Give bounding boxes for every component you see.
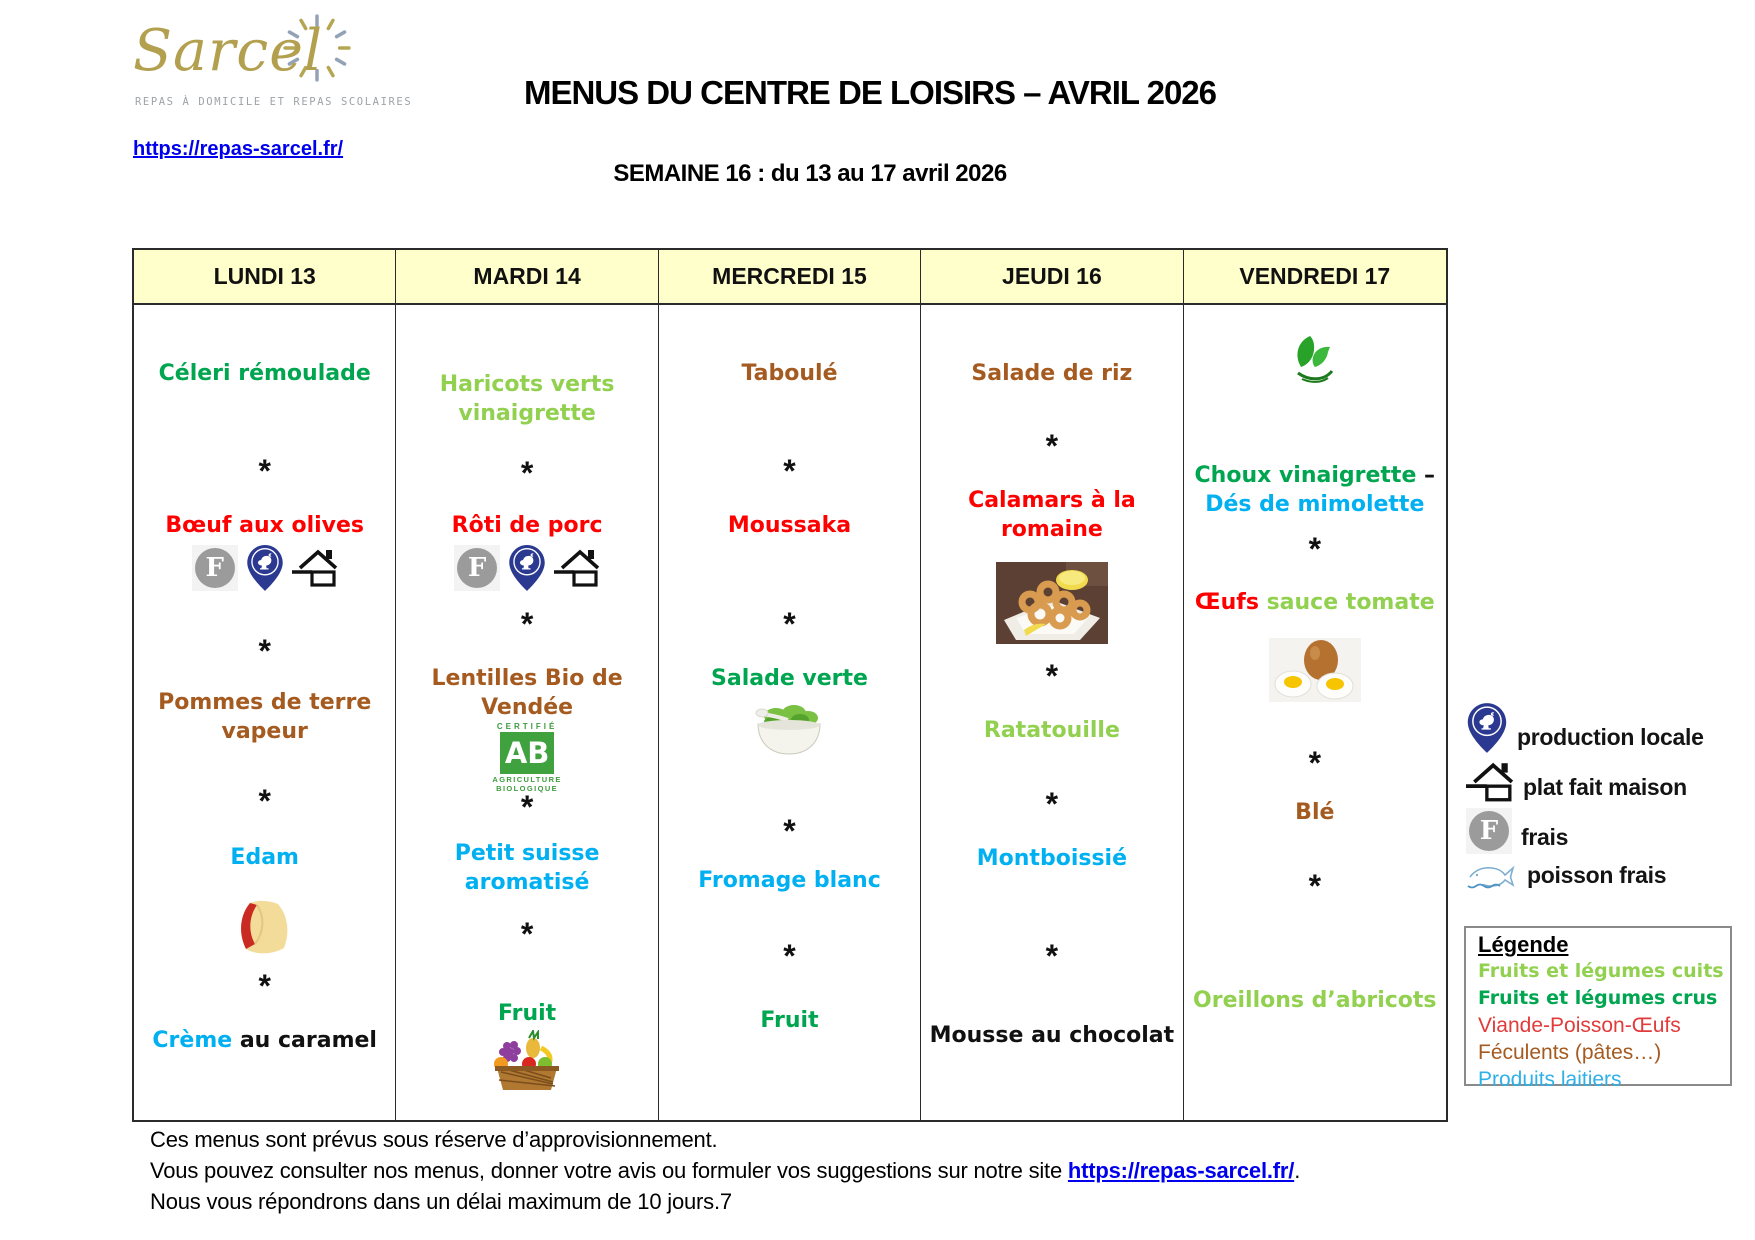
separator-star: *	[258, 633, 271, 669]
menu-item: Taboulé	[741, 361, 838, 386]
separator-star: *	[1045, 938, 1059, 974]
separator-star: *	[1045, 658, 1059, 694]
separator-star: *	[258, 453, 271, 489]
boiled-eggs-image	[1269, 638, 1361, 702]
separator-star: *	[783, 453, 796, 489]
legend-entry: Fruits et légumes cuits	[1478, 960, 1724, 982]
separator-star: *	[1308, 745, 1322, 781]
legend-frais: F frais	[1466, 808, 1568, 854]
fruit-basket-image	[489, 1030, 565, 1094]
menu-column-vendredi	[1184, 305, 1446, 1120]
frais-icon: F	[454, 545, 500, 591]
separator-star: *	[520, 606, 534, 642]
menu-column-lundi	[134, 305, 396, 1120]
menu-column-jeudi	[921, 305, 1183, 1120]
menu-item: Fruit	[760, 1008, 819, 1033]
separator-star: *	[1045, 786, 1059, 822]
menu-column-mercredi	[659, 305, 921, 1120]
agriculture-biologique-logo: CERTIFIÉ AB AGRICULTURE BIOLOGIQUE	[492, 722, 562, 794]
sarcel-logo	[133, 10, 413, 128]
production-locale-icon	[245, 544, 285, 592]
certification-icons	[454, 544, 600, 592]
edam-cheese-image	[226, 895, 304, 963]
separator-star: *	[520, 788, 534, 825]
page-title: MENUS DU CENTRE DE LOISIRS – AVRIL 2026	[523, 74, 1217, 111]
separator-star: *	[1308, 531, 1322, 567]
day-header-jeudi: JEUDI 16	[921, 250, 1183, 305]
legend-entry: Fruits et légumes crus	[1478, 987, 1718, 1009]
separator-star: *	[783, 813, 796, 849]
separator-star: *	[783, 938, 796, 974]
menu-item: Ratatouille	[983, 718, 1120, 743]
menu-item: Petit suisse aromatisé	[454, 840, 600, 895]
legend-entry: Viande-Poisson-Œufs	[1478, 1014, 1681, 1037]
menu-item: Bœuf aux olives	[165, 513, 365, 538]
menu-item: Mousse au chocolat	[929, 1023, 1175, 1048]
production-locale-icon	[507, 544, 547, 592]
menu-item: Salade verte	[711, 666, 868, 691]
footer-line1: Ces menus sont prévus sous réserve d’approvisionnement.	[150, 1127, 718, 1152]
fait-maison-icon	[1466, 760, 1514, 804]
separator-star: *	[258, 968, 271, 1004]
green-salad-image	[750, 700, 828, 760]
menu-item: Lentilles Bio de Vendée	[431, 666, 623, 720]
color-legend-box	[1464, 926, 1732, 1091]
poisson-frais-icon	[1466, 864, 1518, 892]
menu-item: Blé	[1295, 800, 1335, 825]
separator-star: *	[258, 783, 271, 819]
brand-tagline: REPAS À DOMICILE ET REPAS SCOLAIRES	[135, 96, 413, 108]
certification-icons	[192, 544, 338, 592]
legend-fait-maison: plat fait maison	[1466, 760, 1687, 804]
site-link[interactable]: https://repas-sarcel.fr/	[133, 138, 344, 160]
separator-star: *	[1308, 868, 1322, 904]
legend-poisson-frais: poisson frais	[1466, 862, 1666, 892]
fait-maison-icon	[292, 547, 338, 589]
calamari-image	[996, 562, 1108, 644]
menu-column-mardi	[396, 305, 658, 1120]
footer-line3: Nous vous répondrons dans un délai maximum de 10 jours.7	[150, 1189, 732, 1214]
menu-item: Choux vinaigrette – Dés de mimolette	[1194, 463, 1436, 517]
green-leaves-icon	[1286, 333, 1344, 387]
separator-star: *	[1045, 428, 1059, 464]
footer-line2: Vous pouvez consulter nos menus, donner votre avis ou formuler vos suggestions sur notre site https://repas-sarcel.fr/.	[150, 1158, 1301, 1183]
separator-star: *	[520, 455, 534, 491]
separator-star: *	[520, 915, 534, 952]
fait-maison-icon	[554, 547, 600, 589]
legend-entry: Féculents (pâtes…)	[1478, 1041, 1662, 1064]
legend-entry: Produits laitiers	[1478, 1068, 1622, 1091]
frais-icon: F	[192, 545, 238, 591]
menu-item: Rôti de porc	[451, 513, 603, 538]
menu-item: Céleri rémoulade	[158, 361, 371, 386]
legend-title: Légende	[1478, 932, 1569, 957]
menu-item: Moussaka	[727, 513, 852, 538]
menu-item: Oreillons d’abricots	[1193, 988, 1437, 1013]
menu-table	[132, 248, 1448, 1122]
day-header-mercredi: MERCREDI 15	[659, 250, 921, 305]
day-header-lundi: LUNDI 13	[134, 250, 396, 305]
menu-item: Montboissié	[976, 846, 1128, 871]
day-header-vendredi: VENDREDI 17	[1184, 250, 1446, 305]
day-header-mardi: MARDI 14	[396, 250, 658, 305]
footer-site-link[interactable]: https://repas-sarcel.fr/	[1067, 1158, 1295, 1183]
menu-item: Œufs sauce tomate	[1194, 590, 1435, 615]
frais-icon: F	[1466, 808, 1512, 854]
menu-item: Edam	[230, 845, 299, 870]
menu-item: Calamars à la romaine	[968, 488, 1136, 542]
menu-item: Fruit	[497, 1000, 557, 1026]
brand-name: Sarcel	[133, 18, 324, 84]
menu-item: Haricots verts vinaigrette	[439, 372, 615, 426]
production-locale-icon	[1466, 702, 1508, 754]
menu-item: Pommes de terre vapeur	[158, 690, 372, 744]
week-heading: SEMAINE 16 : du 13 au 17 avril 2026	[613, 160, 1007, 187]
footer-notes	[150, 1124, 1610, 1217]
legend-production-locale: production locale	[1466, 702, 1704, 754]
menu-item: Salade de riz	[971, 361, 1133, 386]
separator-star: *	[783, 606, 796, 642]
menu-item: Crème au caramel	[152, 1028, 377, 1053]
menu-item: Fromage blanc	[698, 868, 881, 893]
